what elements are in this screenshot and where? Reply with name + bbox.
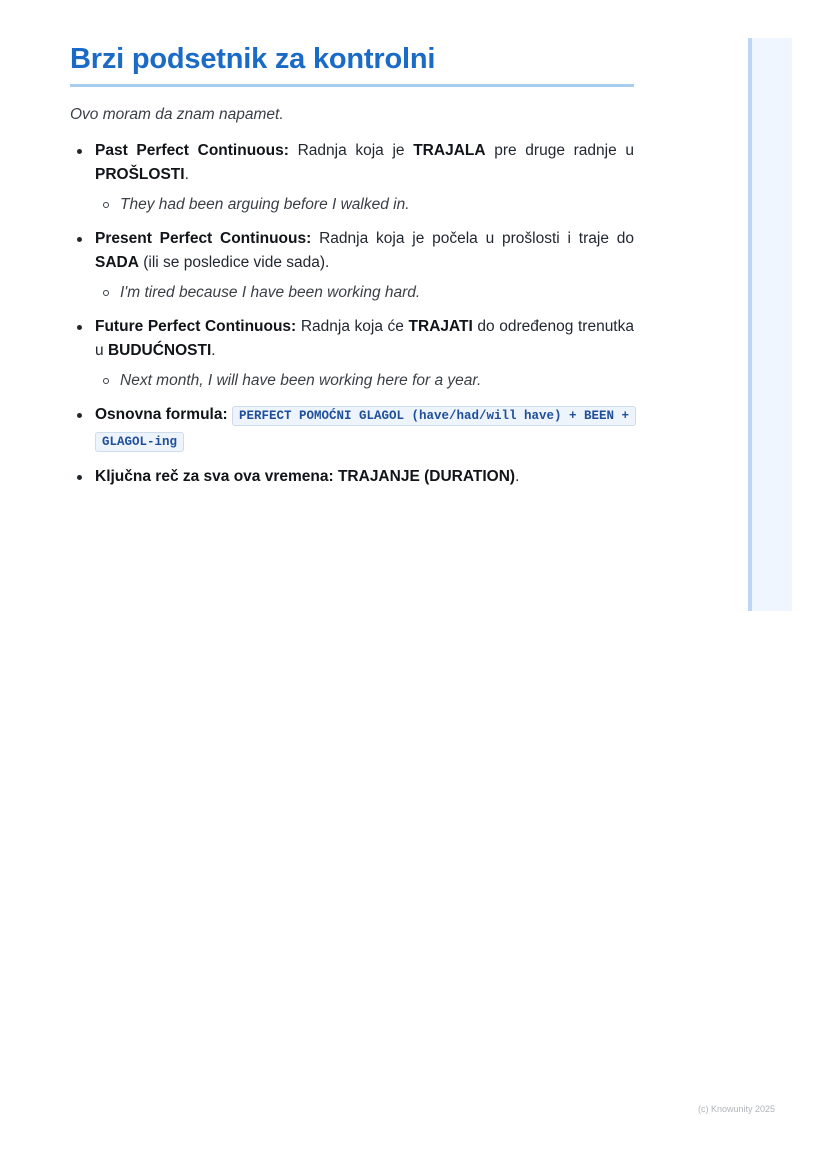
- item-keyword: SADA: [95, 254, 139, 271]
- item-text: .: [515, 468, 520, 485]
- item-keyword: TRAJALA: [413, 142, 486, 159]
- item-keyword: TRAJATI: [408, 318, 473, 335]
- term-label: Past Perfect Continuous:: [95, 142, 289, 159]
- item-text: .: [211, 342, 216, 359]
- list-item-past-perfect-continuous: [95, 139, 634, 217]
- list-item-key-word: [95, 465, 634, 489]
- item-keyword: PROŠLOSTI: [95, 166, 185, 183]
- page-subtitle: Ovo moram da znam napamet.: [70, 106, 284, 123]
- example-item: They had been arguing before I walked in.: [120, 193, 634, 217]
- item-text: (ili se posledice vide sada).: [138, 254, 330, 271]
- item-text: .: [184, 166, 189, 183]
- item-keyword: BUDUĆNOSTI: [107, 342, 212, 359]
- example-list: [95, 369, 634, 393]
- example-list: [95, 281, 634, 305]
- side-panel: [748, 38, 792, 611]
- term-label: Present Perfect Continuous:: [95, 230, 312, 247]
- item-text: pre druge radnje u: [485, 142, 635, 159]
- list-item-formula: [95, 403, 634, 455]
- example-list: [95, 193, 634, 217]
- summary-list: [70, 139, 634, 489]
- example-item: Next month, I will have been working here for a year.: [120, 369, 634, 393]
- list-item-future-perfect-continuous: [95, 315, 634, 393]
- item-text: Radnja koja je: [288, 142, 414, 159]
- term-label: Osnovna formula:: [95, 406, 228, 423]
- item-text: Radnja koja je počela u prošlosti i traje do: [311, 230, 634, 247]
- item-text: Radnja koja će: [296, 318, 409, 335]
- item-text: do određenog trenutka u: [95, 318, 634, 359]
- term-label: Future Perfect Continuous:: [95, 318, 297, 335]
- term-label: Ključna reč za sva ova vremena: TRAJANJE (DURATION): [95, 468, 516, 485]
- formula-code: PERFECT POMOĆNI GLAGOL (have/had/will have) + BEEN + GLAGOL-ing: [95, 406, 636, 452]
- document-content: [70, 40, 634, 499]
- example-item: I'm tired because I have been working hard.: [120, 281, 634, 305]
- list-item-present-perfect-continuous: [95, 227, 634, 305]
- page-title: Brzi podsetnik za kontrolni: [70, 40, 634, 87]
- copyright-footer: (c) Knowunity 2025: [697, 1104, 775, 1114]
